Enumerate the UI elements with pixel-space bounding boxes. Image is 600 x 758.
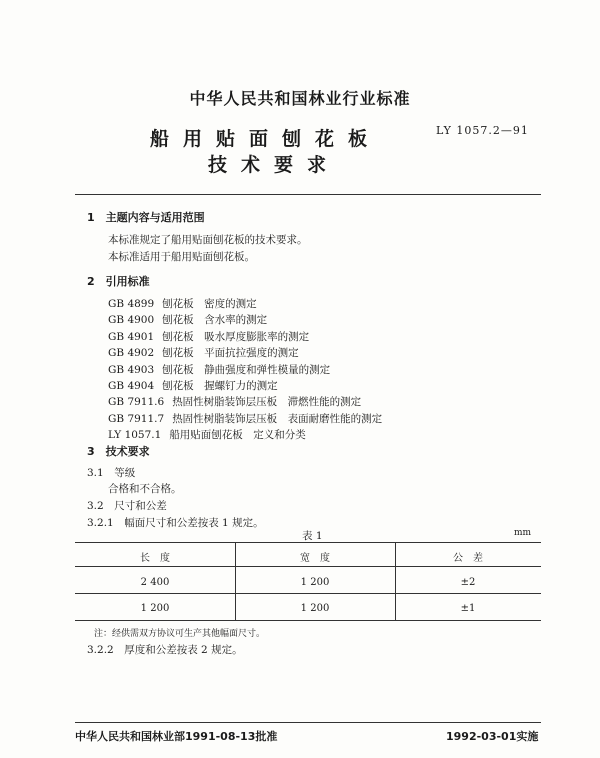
document-subtitle: 技术要求: [208, 154, 341, 176]
table-header-width: 宽 度: [300, 553, 330, 564]
reference-code: GB 4902: [108, 347, 155, 360]
clause-3-2-1: 3.2.1 幅面尺寸和公差按表 1 规定。: [87, 517, 264, 529]
section-1-line-2: 本标准适用于船用贴面刨花板。: [108, 251, 255, 263]
table-cell: ±2: [460, 577, 476, 588]
table-cell: ±1: [460, 603, 476, 614]
header-rule: [75, 194, 541, 195]
section-1-heading: 1 主题内容与适用范围: [87, 211, 205, 224]
reference-title: 刨花板 密度的测定: [162, 298, 257, 310]
reference-item: [108, 345, 299, 360]
reference-title: 刨花板 握螺钉力的测定: [162, 380, 278, 392]
section-3-heading: 3 技术要求: [87, 445, 150, 458]
table-col-divider: [235, 542, 236, 620]
reference-code: GB 4900: [108, 314, 155, 327]
clause-3-1-text: 合格和不合格。: [108, 483, 182, 495]
reference-item: [108, 378, 278, 393]
table-cell: 1 200: [300, 603, 330, 614]
standard-org-title: 中华人民共和国林业行业标准: [189, 89, 411, 108]
reference-title: 刨花板 含水率的测定: [162, 314, 268, 327]
document-title: 船用贴面刨花板: [150, 128, 382, 150]
reference-item: [108, 362, 330, 377]
reference-code: GB 4899: [108, 298, 155, 310]
reference-code: GB 4904: [108, 380, 155, 392]
reference-code: GB 7911.7: [108, 412, 165, 425]
clause-3-2-2: 3.2.2 厚度和公差按表 2 规定。: [87, 644, 243, 656]
clause-3-2: 3.2 尺寸和公差: [87, 500, 167, 512]
table-bottom-rule: [75, 620, 541, 621]
reference-title: 热固性树脂装饰层压板 表面耐磨性能的测定: [172, 412, 383, 425]
table-top-rule: [75, 542, 541, 543]
table-1-note: 注：经供需双方协议可生产其他幅面尺寸。: [94, 629, 266, 639]
reference-item: [108, 296, 257, 311]
reference-code: GB 4901: [108, 330, 155, 343]
section-2-heading: 2 引用标准: [87, 275, 150, 288]
footer-rule: [75, 722, 541, 723]
table-header-rule: [75, 566, 541, 567]
table-header-tolerance: 公 差: [453, 553, 483, 564]
section-1-line-1: 本标准规定了船用贴面刨花板的技术要求。: [108, 234, 308, 246]
clause-3-1: 3.1 等级: [87, 467, 136, 479]
reference-code: GB 4903: [108, 363, 155, 376]
standard-code: LY 1057.2—91: [436, 124, 529, 137]
reference-item: [108, 427, 306, 442]
table-row-rule: [75, 593, 541, 594]
footer-effective-date: 1992-03-01实施: [446, 730, 539, 743]
table-cell: 2 400: [140, 577, 170, 588]
reference-item: [108, 394, 361, 409]
footer-issuer: 中华人民共和国林业部1991-08-13批准: [75, 730, 278, 743]
reference-title: 刨花板 平面抗拉强度的测定: [162, 347, 299, 360]
reference-code: LY 1057.1: [108, 429, 162, 442]
table-1-unit: mm: [514, 528, 532, 538]
reference-code: GB 7911.6: [108, 396, 165, 409]
table-header-length: 长 度: [140, 553, 170, 564]
reference-item: [108, 411, 382, 426]
reference-title: 刨花板 静曲强度和弹性模量的测定: [162, 363, 331, 376]
table-1-caption: 表 1: [302, 530, 323, 542]
table-cell: 1 200: [140, 603, 170, 614]
table-col-divider: [395, 542, 396, 620]
reference-title: 船用贴面刨花板 定义和分类: [169, 429, 306, 442]
reference-item: [108, 312, 267, 327]
reference-title: 刨花板 吸水厚度膨胀率的测定: [162, 330, 310, 343]
reference-title: 热固性树脂装饰层压板 滞燃性能的测定: [172, 396, 362, 409]
table-cell: 1 200: [300, 577, 330, 588]
reference-item: [108, 329, 309, 344]
